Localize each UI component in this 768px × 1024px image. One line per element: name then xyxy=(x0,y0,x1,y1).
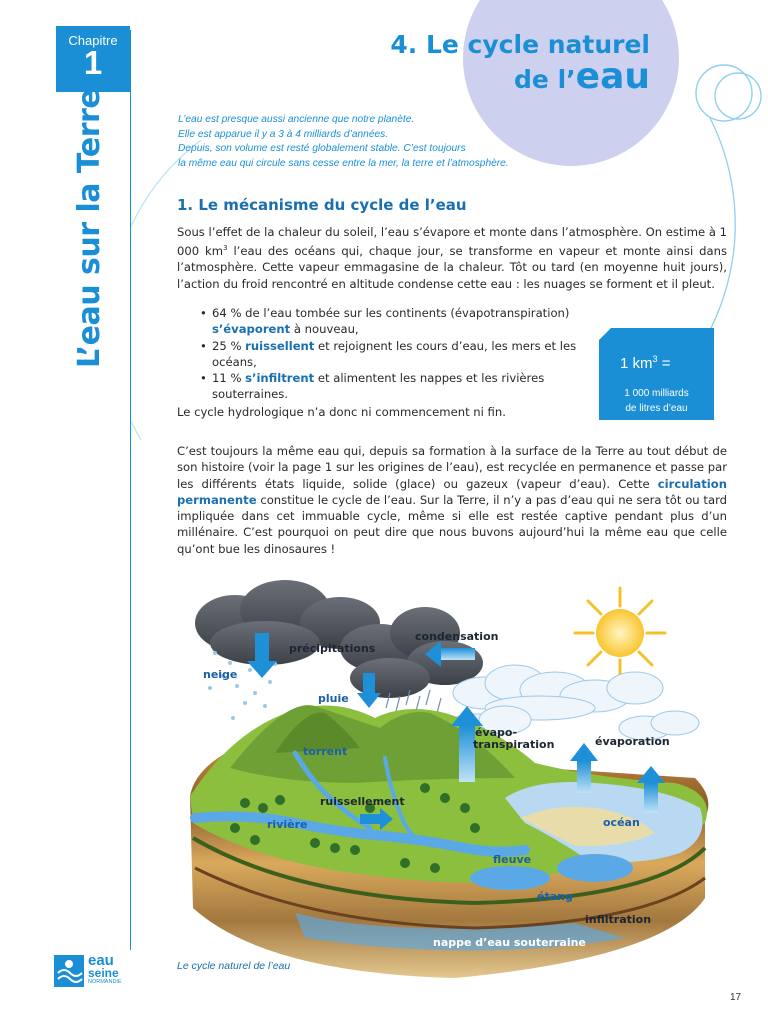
page-number: 17 xyxy=(730,992,742,1003)
label-transpiration: transpiration xyxy=(473,738,555,751)
label-evapo: évapo- xyxy=(475,726,518,739)
km3-superscript: 3 xyxy=(652,354,658,364)
bullet-dot: • xyxy=(200,306,207,320)
eau-seine-normandie-logo xyxy=(54,952,132,987)
km3-heading xyxy=(620,354,670,372)
paragraph-3-keyword: circulation permanente xyxy=(177,476,727,507)
label-infiltration: infiltration xyxy=(585,913,652,926)
folded-corner xyxy=(599,328,611,340)
paragraph-3-start: C’est toujours la même eau qui, depuis sa formation à la surface de la Terre au tout début de son histoire (voir la page 1 sur les origines de l’eau), est recyclée en permanence et passe par les différents états liquide, solide (glace) ou gazeux (vapeur d’eau). Cette xyxy=(177,444,727,491)
km3-unit: 1 km xyxy=(620,355,653,372)
bullet-dot: • xyxy=(200,371,207,386)
bullet-keyword: s’évaporent xyxy=(212,322,291,337)
bullet-keyword: ruissellent xyxy=(245,338,315,353)
bullet-text: 11 % xyxy=(212,371,246,386)
km3-info-box xyxy=(599,328,714,420)
page-title-line1: 4. Le cycle naturel xyxy=(390,30,650,59)
diagram-caption: Le cycle naturel de l’eau xyxy=(177,960,291,972)
bullet-text-end: et alimentent les nappes et les rivières souterraines. xyxy=(212,371,545,402)
intro-line: Depuis, son volume est resté globalement stable. C’est toujours xyxy=(178,143,466,154)
decorative-circle-small-2 xyxy=(715,73,761,119)
label-pluie: pluie xyxy=(318,692,349,705)
cubic-superscript: 3 xyxy=(223,244,228,253)
bullet-list xyxy=(200,305,590,403)
km3-equivalence xyxy=(599,386,714,416)
label-ocean: océan xyxy=(603,816,640,829)
label-precipitations: précipitations xyxy=(289,642,376,655)
bullet-item xyxy=(200,338,590,371)
page-title-emphasis: eau xyxy=(575,56,650,97)
label-riviere: rivière xyxy=(267,818,308,831)
page-title xyxy=(390,30,650,97)
paragraph-1 xyxy=(177,224,727,292)
paragraph-2: Le cycle hydrologique n’a donc ni commencement ni fin. xyxy=(177,405,506,419)
label-neige: neige xyxy=(203,668,238,681)
label-torrent: torrent xyxy=(303,745,348,758)
bullet-keyword: s’infiltrent xyxy=(245,371,315,386)
page-title-line2 xyxy=(390,56,650,97)
page-title-prefix: de l’ xyxy=(514,65,576,94)
label-condensation: condensation xyxy=(415,630,499,643)
paragraph-1-end: l’eau des océans qui, chaque jour, se transforme en vapeur et monte ainsi dans l’atmosphère. Cette vapeur emmagasine de la chaleur. Tôt ou tard (en moyenne huit jours), l’action du froid rencontré en altitude condense cette eau : les nuages se forment et il pleut. xyxy=(177,244,727,291)
bullet-text-end: à nouveau, xyxy=(290,322,359,337)
label-evaporation: évaporation xyxy=(595,735,670,748)
intro-line: L’eau est presque aussi ancienne que notre planète. xyxy=(178,114,415,125)
logo-word-eau: eau xyxy=(88,952,114,969)
sun-icon xyxy=(575,588,665,678)
km3-line1: 1 000 milliards xyxy=(624,388,689,399)
km3-equals: = xyxy=(657,355,671,372)
logo-word-seine: seine xyxy=(88,966,119,980)
label-fleuve: fleuve xyxy=(493,853,532,866)
km3-line2: de litres d’eau xyxy=(625,403,688,414)
chapter-label: Chapitre xyxy=(68,33,118,48)
logo-word-normandie: NORMANDIE xyxy=(88,979,122,985)
bullet-text: 25 % xyxy=(212,338,246,353)
bullet-item xyxy=(200,370,590,403)
bullet-text-end: et rejoignent les cours d’eau, les mers et les océans, xyxy=(212,338,577,369)
intro-line: la même eau qui circule sans cesse entre la mer, la terre et l’atmosphère. xyxy=(178,157,509,169)
chapter-side-title: L’eau sur la Terre xyxy=(72,88,107,368)
bullet-item xyxy=(200,305,590,338)
intro-line: Elle est apparue il y a 3 à 4 milliards d’années. xyxy=(178,128,389,140)
intro-text xyxy=(178,113,618,171)
bullet-text: 64 % de l’eau tombée sur les continents (évapotranspiration) xyxy=(212,306,570,320)
water-cycle-diagram xyxy=(175,578,720,988)
chapter-tab xyxy=(56,26,130,92)
label-ruissellement: ruissellement xyxy=(320,795,405,808)
chapter-number: 1 xyxy=(83,44,103,81)
paragraph-1-start: Sous l’effet de la chaleur du soleil, l’eau s’évapore et monte dans l’atmosphère. On estime à 1 000 km xyxy=(177,225,727,259)
paragraph-3 xyxy=(177,443,727,557)
paragraph-3-end: constitue le cycle de l’eau. Sur la Terre, il n’y a pas d’eau qui ne sera tôt ou tard impliquée dans cet immuable cycle, même si elle est restée captive pendant plus d’un millénaire. C’est pourquoi on peut dire que nous buvons aujourd’hui la même eau que celle qu’ont bue les dinosaures ! xyxy=(177,492,727,556)
bullet-dot: • xyxy=(200,338,207,353)
label-etang: étang xyxy=(537,890,573,903)
label-nappe: nappe d’eau souterraine xyxy=(433,936,586,949)
section-heading: 1. Le mécanisme du cycle de l’eau xyxy=(177,196,467,214)
